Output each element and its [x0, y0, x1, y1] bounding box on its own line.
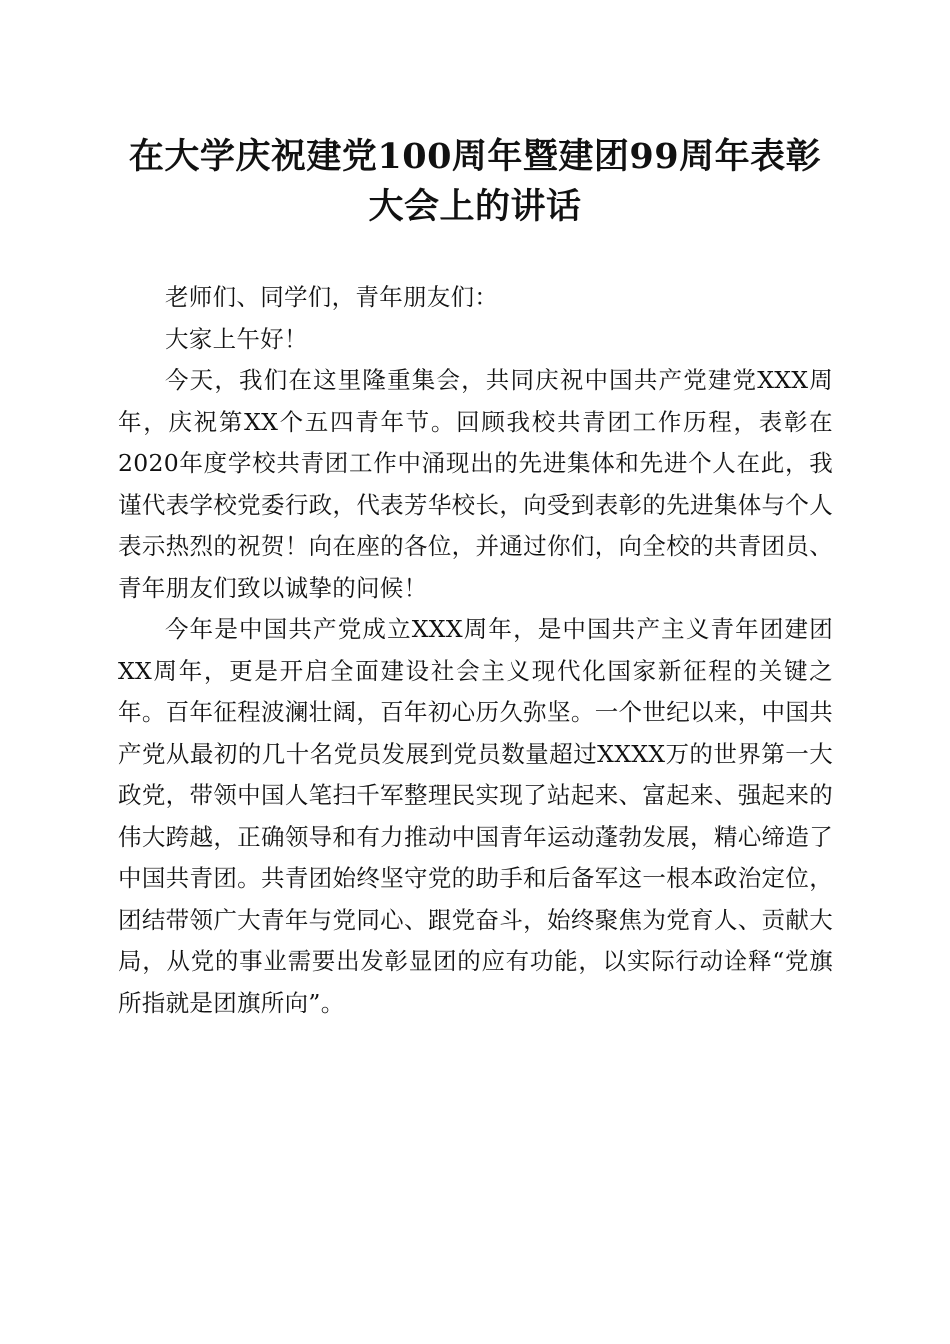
title-line-2: 大会上的讲话: [368, 186, 582, 227]
greeting: 大家上午好！: [165, 324, 308, 353]
salutation: 老师们、同学们，青年朋友们：: [165, 283, 499, 311]
document-body: [118, 277, 833, 1024]
document-title: [110, 132, 840, 232]
paragraph-2: 今年是中国共产党成立XXX周年，是中国共产主义青年团建团XX周年，更是开启全面建设社会主义现代化国家新征程的关键之年。百年征程波澜壮阔，百年初心历久弥坚。一个世纪以来，中国共产党从最初的几十名党员发展到党员数量超过XXXX万的世界第一大政党，带领中国人笔扫千军整理民实现了站起来、富起来、强起来的伟大跨越，正确领导和有力推动中国青年运动蓬勃发展，精心缔造了中国共青团。共青团始终坚守党的助手和后备军这一根本政治定位，团结带领广大青年与党同心、跟党奋斗，始终聚焦为党育人、贡献大局，从党的事业需要出发彰显团的应有功能，以实际行动诠释“党旗所指就是团旗所向”。: [118, 615, 833, 1017]
title-line-1: 在大学庆祝建党100周年暨建团99周年表彰: [128, 136, 822, 177]
paragraph-1: 今天，我们在这里隆重集会，共同庆祝中国共产党建党XXX周年，庆祝第XX个五四青年节。回顾我校共青团工作历程，表彰在2020年度学校共青团工作中涌现出的先进集体和先进个人在此，我谨代表学校党委行政，代表芳华校长，向受到表彰的先进集体与个人表示热烈的祝贺！向在座的各位，并通过你们，向全校的共青团员、青年朋友们致以诚挚的问候！: [118, 366, 833, 602]
